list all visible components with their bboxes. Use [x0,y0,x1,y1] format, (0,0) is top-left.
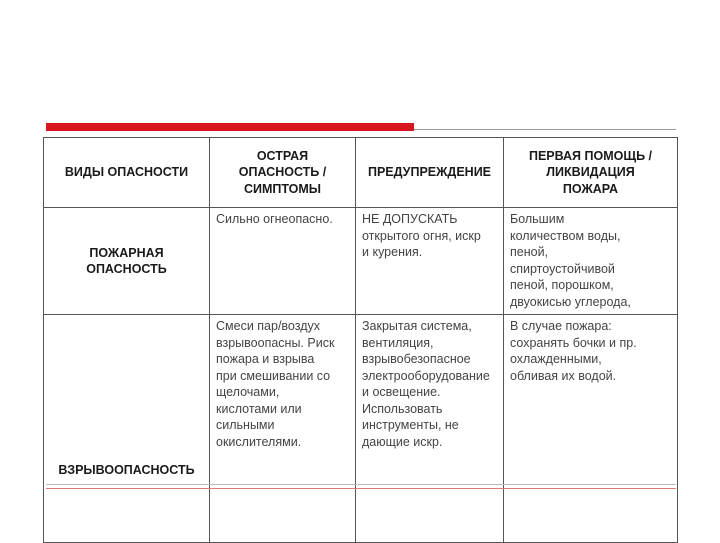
table-header-row [44,138,678,208]
cell-symptoms: Смеси пар/воздух взрывоопасны. Риск пожара и взрыва при смешивании со щелочами, кислотами или сильными окислителями. [210,315,356,543]
header-first-aid: ПЕРВАЯ ПОМОЩЬ / ЛИКВИДАЦИЯ ПОЖАРА [504,138,678,208]
bottom-divider-line [46,484,676,485]
cell-first-aid: Большим количеством воды, пеной, спиртоустойчивой пеной, порошком, двуокисью углерода, [504,208,678,315]
cell-prevention: НЕ ДОПУСКАТЬ открытого огня, искр и курения. [356,208,504,315]
hazard-table [43,137,678,543]
cell-prevention: Закрытая система, вентиляция, взрывобезопасное электрооборудование и освещение. Использовать инструменты, не дающие искр. [356,315,504,543]
table-row-fire [44,208,678,315]
cell-first-aid: В случае пожара: сохранять бочки и пр. охлажденными, обливая их водой. [504,315,678,543]
row-type-fire: ПОЖАРНАЯ ОПАСНОСТЬ [44,208,210,315]
table-row-explosion [44,315,678,543]
header-prevention: ПРЕДУПРЕЖДЕНИЕ [356,138,504,208]
cell-symptoms: Сильно огнеопасно. [210,208,356,315]
top-accent-bar [46,123,414,131]
header-symptoms: ОСТРАЯ ОПАСНОСТЬ / СИМПТОМЫ [210,138,356,208]
bottom-accent-line [46,488,676,489]
row-type-explosion: ВЗРЫВООПАСНОСТЬ [44,315,210,543]
header-hazard-type: ВИДЫ ОПАСНОСТИ [44,138,210,208]
